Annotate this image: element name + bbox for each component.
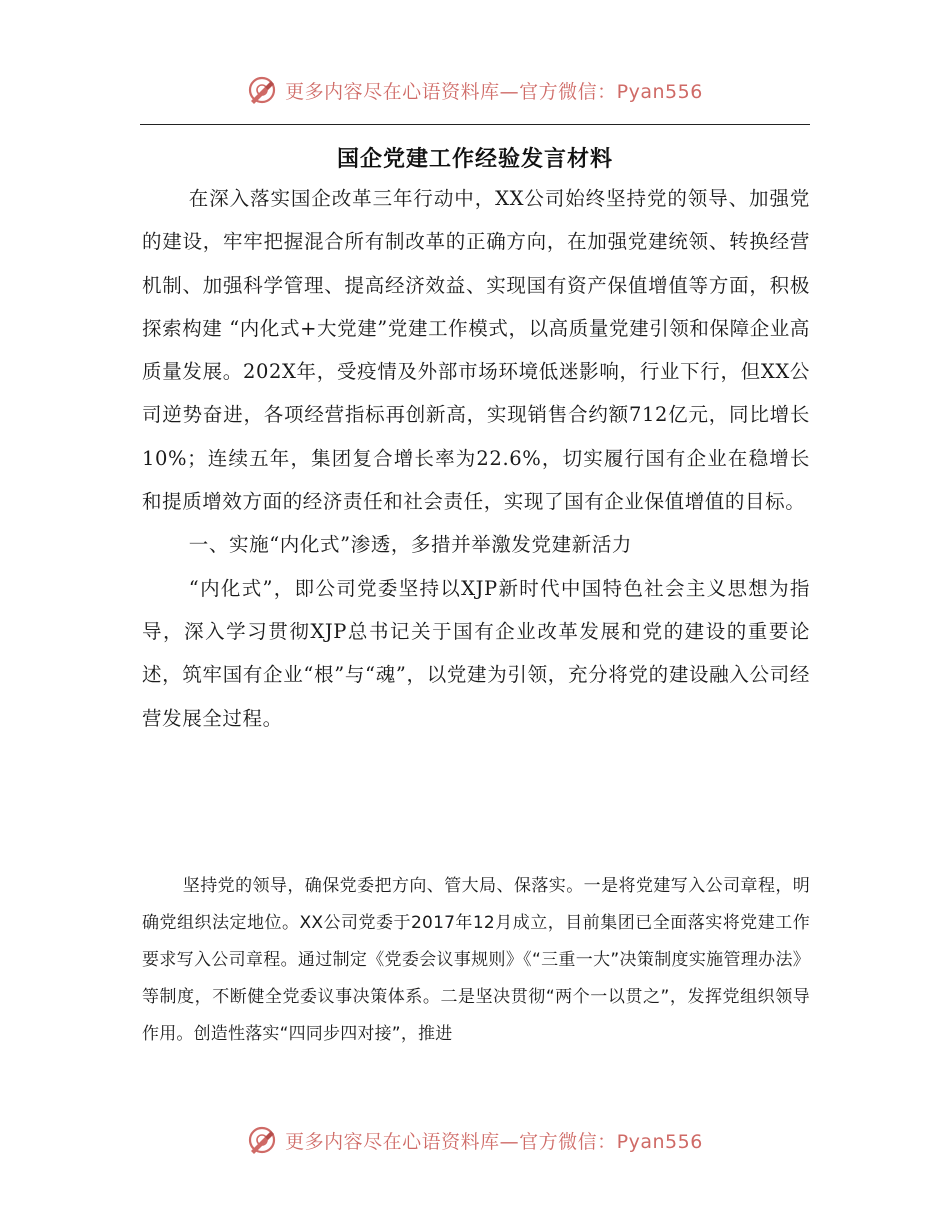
paragraph-definition: “内化式”，即公司党委坚持以XJP新时代中国特色社会主义思想为指导，深入学习贯彻XJP总书记关于国有企业改革发展和党的建设的重要论述，筑牢国有企业“根”与“魂”，以党建为引领，充分将党的建设融入公司经营发展全过程。 <box>142 576 810 730</box>
footer-banner <box>0 1118 950 1162</box>
header-rule <box>140 124 810 125</box>
paragraph-intro: 在深入落实国企改革三年行动中，XX公司始终坚持党的领导、加强党的建设，牢牢把握混合所有制改革的正确方向，在加强党建统领、转换经营机制、加强科学管理、提高经济效益、实现国有资产保值增值等方面，积极探索构建 “内化式+大党建”党建工作模式，以高质量党建引领和保障企业高质量发展。202X年，受疫情及外部市场环境低迷影响，行业下行，但XX公司逆势奋进，各项经营指标再创新高，实现销售合约额712亿元，同比增长10%；连续五年，集团复合增长率为22.6%，切实履行国有企业在稳增长和提质增效方面的经济责任和社会责任，实现了国有企业保值增值的目标。 <box>142 187 810 514</box>
banner-text: 更多内容尽在心语资料库—官方微信：Pyan556 <box>285 1130 703 1153</box>
section-heading: 一、实施“内化式”渗透，多措并举激发党建新活力 <box>188 533 633 557</box>
pen-logo-icon <box>247 75 277 105</box>
header-banner <box>0 68 950 112</box>
document-title: 国企党建工作经验发言材料 <box>336 145 613 172</box>
banner-text: 更多内容尽在心语资料库—官方微信：Pyan556 <box>285 80 703 103</box>
document-body <box>142 177 810 740</box>
document-body-continued <box>142 868 810 1053</box>
pen-logo-icon <box>247 1125 277 1155</box>
paragraph-leadership: 坚持党的领导，确保党委把方向、管大局、保落实。一是将党建写入公司章程，明确党组织法定地位。XX公司党委于2017年12月成立，目前集团已全面落实将党建工作要求写入公司章程。通过制定《党委会议事规则》《“三重一大”决策制度实施管理办法》等制度，不断健全党委议事决策体系。二是坚决贯彻“两个一以贯之”，发挥党组织领导作用。创造性落实“四同步四对接”，推进 <box>142 876 810 1044</box>
